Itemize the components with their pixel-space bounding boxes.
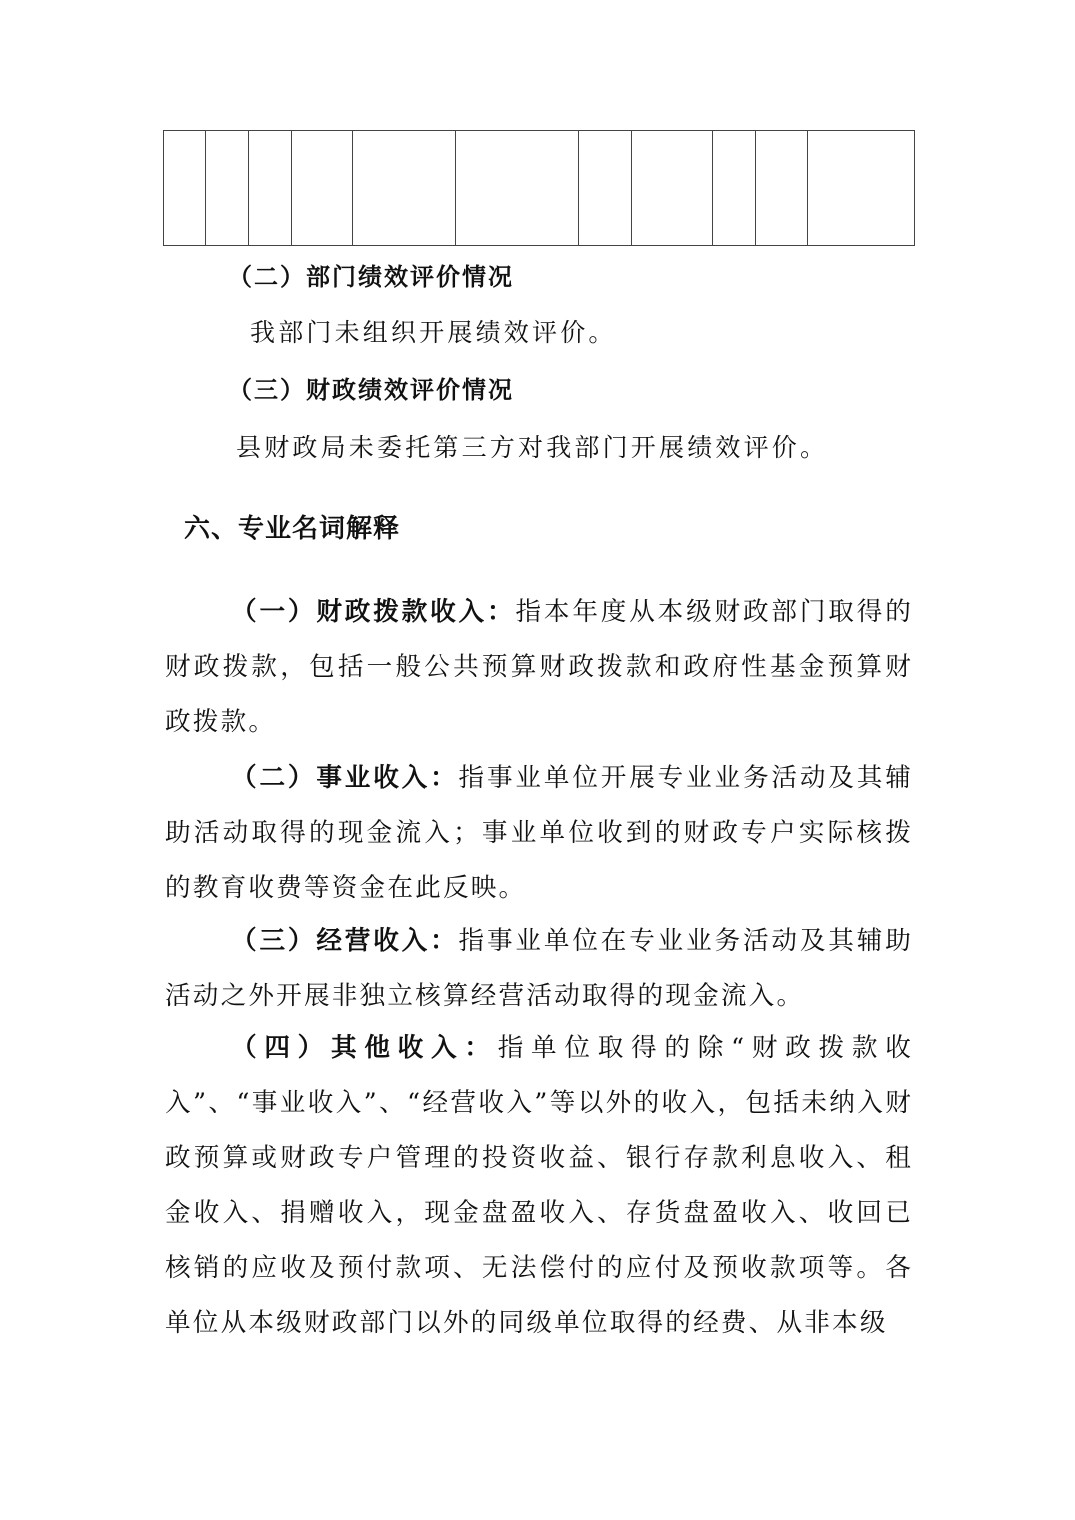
term-definition: 指事业单位开展专业业务活动及其辅助活动取得的现金流入；事业单位收到的财政专户实际核拨的教育收费等资金在此反映。 [165, 763, 913, 903]
fiscal-eval-text: 县财政局未委托第三方对我部门开展绩效评价。 [236, 433, 829, 462]
table-cell [579, 131, 632, 246]
term-business-income [165, 751, 913, 916]
table-cell [164, 131, 206, 246]
term-label: （三）经营收入： [231, 926, 459, 956]
term-label: （四）其他收入： [231, 1033, 498, 1063]
table-cell [456, 131, 579, 246]
fiscal-eval-heading: （三）财政绩效评价情况 [228, 376, 514, 404]
term-other-income [165, 1021, 913, 1351]
table-cell [249, 131, 292, 246]
table-cell [292, 131, 353, 246]
table-row [164, 131, 915, 246]
term-label: （一）财政拨款收入： [231, 597, 516, 627]
term-operating-income [165, 914, 913, 1024]
term-definition: 指本年度从本级财政部门取得的财政拨款，包括一般公共预算财政拨款和政府性基金预算财政拨款。 [165, 597, 913, 737]
glossary-heading: 六、专业名词解释 [184, 514, 401, 544]
term-label: （二）事业收入： [231, 763, 459, 793]
term-definition: 指事业单位在专业业务活动及其辅助活动之外开展非独立核算经营活动取得的现金流入。 [165, 926, 913, 1011]
table-cell [206, 131, 249, 246]
table-cell [808, 131, 915, 246]
table-cell [756, 131, 808, 246]
dept-eval-heading: （二）部门绩效评价情况 [228, 263, 514, 291]
empty-table [163, 130, 915, 246]
dept-eval-text: 我部门未组织开展绩效评价。 [250, 318, 617, 347]
term-definition: 指单位取得的除“财政拨款收入”、“事业收入”、“经营收入”等以外的收入，包括未纳入财政预算或财政专户管理的投资收益、银行存款利息收入、租金收入、捐赠收入，现金盘盈收入、存货盘盈收入、收回已核销的应收及预付款项、无法偿付的应付及预收款项等。各单位从本级财政部门以外的同级单位取得的经费、从非本级 [165, 1033, 913, 1338]
term-fiscal-appropriation [165, 585, 913, 750]
table-cell [353, 131, 456, 246]
table-cell [632, 131, 713, 246]
table-cell [713, 131, 756, 246]
